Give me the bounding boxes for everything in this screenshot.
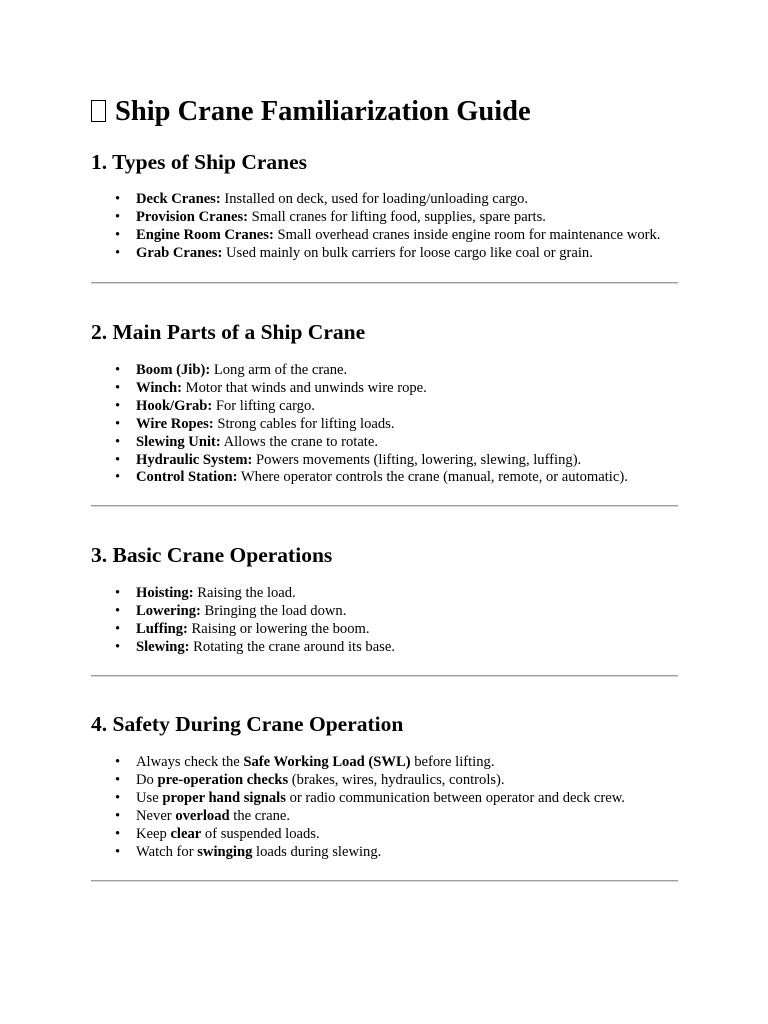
- item-term: Slewing Unit:: [136, 433, 221, 450]
- item-text: of suspended loads.: [201, 825, 320, 842]
- page-title-text: Ship Crane Familiarization Guide: [115, 96, 531, 127]
- item-term: Winch:: [136, 379, 182, 396]
- item-term: Deck Cranes:: [136, 191, 221, 207]
- section-main-parts: [91, 318, 678, 487]
- bullet-icon: •: [115, 244, 121, 261]
- section-heading: 2. Main Parts of a Ship Crane: [91, 320, 366, 344]
- list-item: [91, 452, 678, 470]
- list-item: [91, 621, 678, 639]
- list-item: [91, 416, 678, 434]
- item-term: Boom (Jib):: [136, 362, 211, 378]
- section-list: [91, 585, 678, 657]
- section-heading: 1. Types of Ship Cranes: [91, 150, 308, 174]
- item-text: Raising or lowering the boom.: [187, 620, 370, 637]
- item-text: For lifting cargo.: [212, 397, 315, 414]
- bullet-icon: •: [115, 362, 121, 378]
- list-item: [91, 790, 678, 808]
- item-text: before lifting.: [410, 754, 495, 770]
- section-list: [91, 754, 678, 861]
- item-text: Watch for: [136, 843, 198, 860]
- list-item: [91, 844, 678, 862]
- divider: [91, 880, 678, 882]
- list-item: [91, 808, 678, 826]
- item-term: Engine Room Cranes:: [136, 226, 274, 243]
- list-item: [91, 398, 678, 416]
- list-item: [91, 434, 678, 452]
- section-basic-operations: [91, 541, 678, 657]
- bullet-icon: •: [115, 771, 121, 788]
- page-title: [91, 94, 531, 130]
- bullet-icon: •: [115, 620, 121, 637]
- bullet-icon: •: [115, 602, 121, 619]
- item-text: Bringing the load down.: [200, 602, 347, 619]
- item-text: Powers movements (lifting, lowering, slewing, luffing).: [252, 451, 582, 468]
- bullet-icon: •: [115, 415, 121, 432]
- item-term: Hydraulic System:: [136, 451, 253, 468]
- item-term: Safe Working Load (SWL): [243, 754, 411, 770]
- list-item: [91, 639, 678, 657]
- item-term: Grab Cranes:: [136, 244, 223, 261]
- list-item: [91, 362, 678, 380]
- item-text: Strong cables for lifting loads.: [213, 415, 395, 432]
- bullet-icon: •: [115, 208, 121, 225]
- item-text: Installed on deck, used for loading/unloading cargo.: [220, 191, 529, 207]
- item-text: Long arm of the crane.: [210, 362, 348, 378]
- bullet-icon: •: [115, 379, 121, 396]
- bullet-icon: •: [115, 843, 121, 860]
- list-item: [91, 227, 678, 245]
- item-text: Small overhead cranes inside engine room for maintenance work.: [273, 226, 661, 243]
- section-safety: [91, 710, 678, 861]
- item-text: or radio communication between operator and deck crew.: [285, 789, 625, 806]
- list-item: [91, 754, 678, 772]
- divider: [91, 282, 678, 284]
- list-item: [91, 826, 678, 844]
- section-heading: 3. Basic Crane Operations: [91, 543, 333, 567]
- item-text: Do: [136, 771, 158, 788]
- bullet-icon: •: [115, 397, 121, 414]
- item-term: Hoisting:: [136, 585, 194, 601]
- item-text: Never: [136, 807, 176, 824]
- bullet-icon: •: [115, 469, 121, 486]
- item-text: loads during slewing.: [252, 843, 382, 860]
- item-text: Where operator controls the crane (manual, remote, or automatic).: [237, 469, 628, 486]
- list-item: [91, 585, 678, 603]
- item-text: Rotating the crane around its base.: [189, 638, 395, 655]
- item-term: overload: [175, 807, 230, 824]
- item-text: Always check the: [136, 754, 244, 770]
- item-text: Raising the load.: [193, 585, 296, 601]
- list-item: [91, 191, 678, 209]
- divider: [91, 505, 678, 507]
- item-text: Keep: [136, 825, 171, 842]
- item-text: Small cranes for lifting food, supplies, spare parts.: [248, 208, 546, 225]
- bullet-icon: •: [115, 825, 121, 842]
- list-item: [91, 772, 678, 790]
- item-term: Control Station:: [136, 469, 238, 486]
- item-text: (brakes, wires, hydraulics, controls).: [288, 771, 505, 788]
- list-item: [91, 209, 678, 227]
- bullet-icon: •: [115, 638, 121, 655]
- bullet-icon: •: [115, 585, 121, 601]
- list-item: [91, 380, 678, 398]
- item-term: Luffing:: [136, 620, 188, 637]
- list-item: [91, 469, 678, 487]
- item-term: Slewing:: [136, 638, 190, 655]
- bullet-icon: •: [115, 191, 121, 207]
- item-text: Allows the crane to rotate.: [220, 433, 378, 450]
- list-item: [91, 245, 678, 263]
- item-text: Used mainly on bulk carriers for loose cargo like coal or grain.: [222, 244, 593, 261]
- item-term: Lowering:: [136, 602, 201, 619]
- item-text: Motor that winds and unwinds wire rope.: [181, 379, 427, 396]
- bullet-icon: •: [115, 789, 121, 806]
- item-term: Wire Ropes:: [136, 415, 214, 432]
- divider: [91, 675, 678, 677]
- item-term: swinging: [197, 843, 253, 860]
- section-list: [91, 362, 678, 487]
- bullet-icon: •: [115, 451, 121, 468]
- item-term: clear: [170, 825, 202, 842]
- bullet-icon: •: [115, 807, 121, 824]
- item-term: pre-operation checks: [157, 771, 289, 788]
- section-types-of-cranes: [91, 148, 678, 263]
- item-term: Hook/Grab:: [136, 397, 213, 414]
- item-text: Use: [136, 789, 163, 806]
- item-text: the crane.: [229, 807, 291, 824]
- bullet-icon: •: [115, 433, 121, 450]
- item-term: Provision Cranes:: [136, 208, 249, 225]
- section-heading: 4. Safety During Crane Operation: [91, 712, 404, 736]
- missing-glyph-icon: [91, 100, 106, 122]
- list-item: [91, 603, 678, 621]
- bullet-icon: •: [115, 754, 121, 770]
- item-term: proper hand signals: [162, 789, 286, 806]
- bullet-icon: •: [115, 226, 121, 243]
- section-list: [91, 191, 678, 263]
